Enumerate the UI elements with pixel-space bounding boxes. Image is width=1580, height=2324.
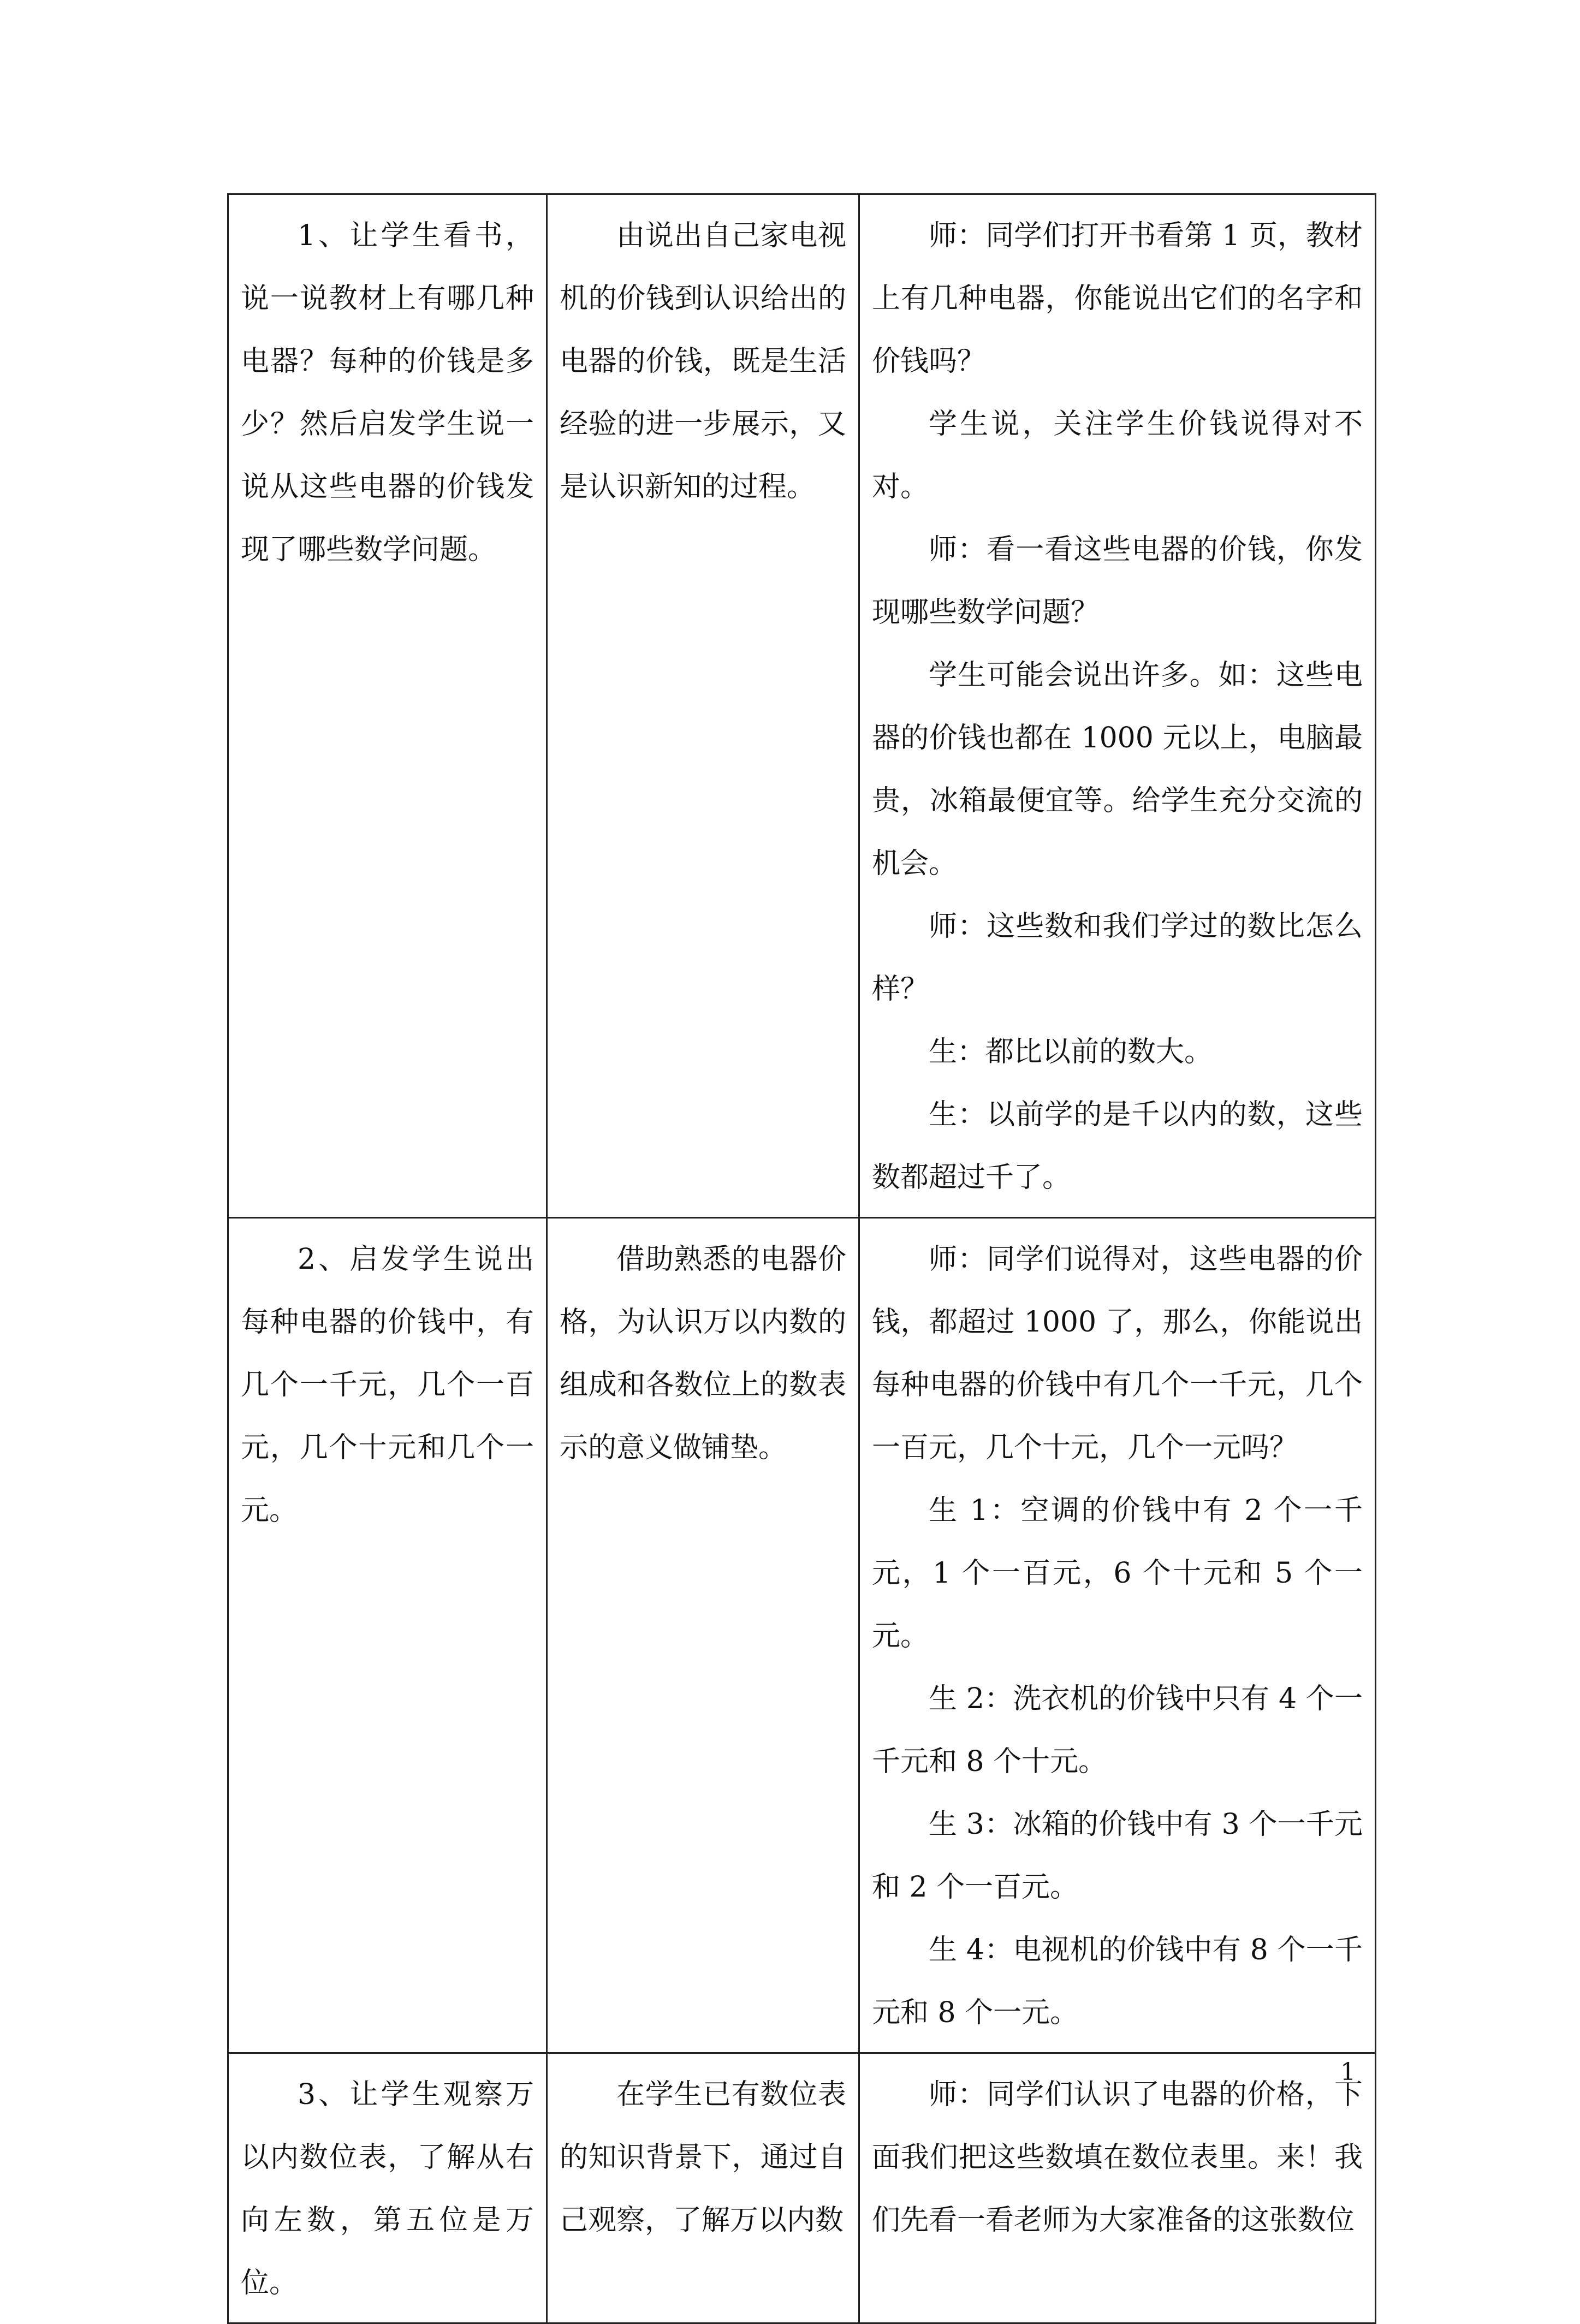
table-row bbox=[228, 194, 1376, 1218]
dialogue-line: 学生说，关注学生价钱说得对不对。 bbox=[872, 408, 1363, 503]
dialogue-line: 师：同学们说得对，这些电器的价钱，都超过 1000 了，那么，你能说出每种电器的价钱中有几个一千元，几个一百元，几个十元，几个一元吗？ bbox=[872, 1243, 1363, 1464]
process-cell bbox=[859, 2053, 1376, 2323]
activity-text: 1、让学生看书，说一说教材上有哪几种电器？每种的价钱是多少？然后启发学生说一说从这些电器的价钱发现了哪些数学问题。 bbox=[241, 219, 534, 566]
dialogue-line: 生 4：电视机的价钱中有 8 个一千元和 8 个一元。 bbox=[872, 1934, 1363, 2029]
dialogue-line: 师：看一看这些电器的价钱，你发现哪些数学问题？ bbox=[872, 533, 1363, 629]
intent-text: 由说出自己家电视机的价钱到认识给出的电器的价钱，既是生活经验的进一步展示，又是认识新知的过程。 bbox=[560, 219, 846, 503]
activity-cell bbox=[228, 2053, 547, 2323]
intent-text: 借助熟悉的电器价格，为认识万以内数的组成和各数位上的数表示的意义做铺垫。 bbox=[560, 1243, 846, 1464]
table-row bbox=[228, 2053, 1376, 2323]
dialogue-line: 生：以前学的是千以内的数，这些数都超过千了。 bbox=[872, 1098, 1363, 1194]
page-number: 1 bbox=[1340, 2058, 1356, 2086]
activity-cell bbox=[228, 194, 547, 1218]
lesson-plan-table bbox=[227, 193, 1376, 2324]
process-cell bbox=[859, 1218, 1376, 2053]
dialogue-line: 师：同学们打开书看第 1 页，教材上有几种电器，你能说出它们的名字和价钱吗？ bbox=[872, 219, 1363, 378]
activity-text: 3、让学生观察万以内数位表，了解从右向左数，第五位是万位。 bbox=[241, 2078, 534, 2299]
activity-text: 2、启发学生说出每种电器的价钱中，有几个一千元，几个一百元，几个十元和几个一元。 bbox=[241, 1243, 534, 1527]
process-cell bbox=[859, 194, 1376, 1218]
dialogue-line: 生 1：空调的价钱中有 2 个一千元，1 个一百元，6 个十元和 5 个一元。 bbox=[872, 1494, 1363, 1653]
dialogue-line: 师：这些数和我们学过的数比怎么样？ bbox=[872, 910, 1363, 1006]
dialogue-line: 师：同学们认识了电器的价格，下面我们把这些数填在数位表里。来！我们先看一看老师为大家准备的这张数位 bbox=[872, 2078, 1363, 2237]
intent-cell bbox=[547, 194, 859, 1218]
intent-cell bbox=[547, 1218, 859, 2053]
dialogue-line: 生：都比以前的数大。 bbox=[929, 1036, 1213, 1068]
intent-cell bbox=[547, 2053, 859, 2323]
dialogue-line: 生 2：洗衣机的价钱中只有 4 个一千元和 8 个十元。 bbox=[872, 1683, 1363, 1778]
dialogue-line: 生 3：冰箱的价钱中有 3 个一千元和 2 个一百元。 bbox=[872, 1808, 1363, 1904]
dialogue-line: 学生可能会说出许多。如：这些电器的价钱也都在 1000 元以上，电脑最贵，冰箱最便宜等。给学生充分交流的机会。 bbox=[872, 659, 1363, 880]
activity-cell bbox=[228, 1218, 547, 2053]
table-row bbox=[228, 1218, 1376, 2053]
intent-text: 在学生已有数位表的知识背景下，通过自己观察，了解万以内数 bbox=[560, 2078, 846, 2237]
